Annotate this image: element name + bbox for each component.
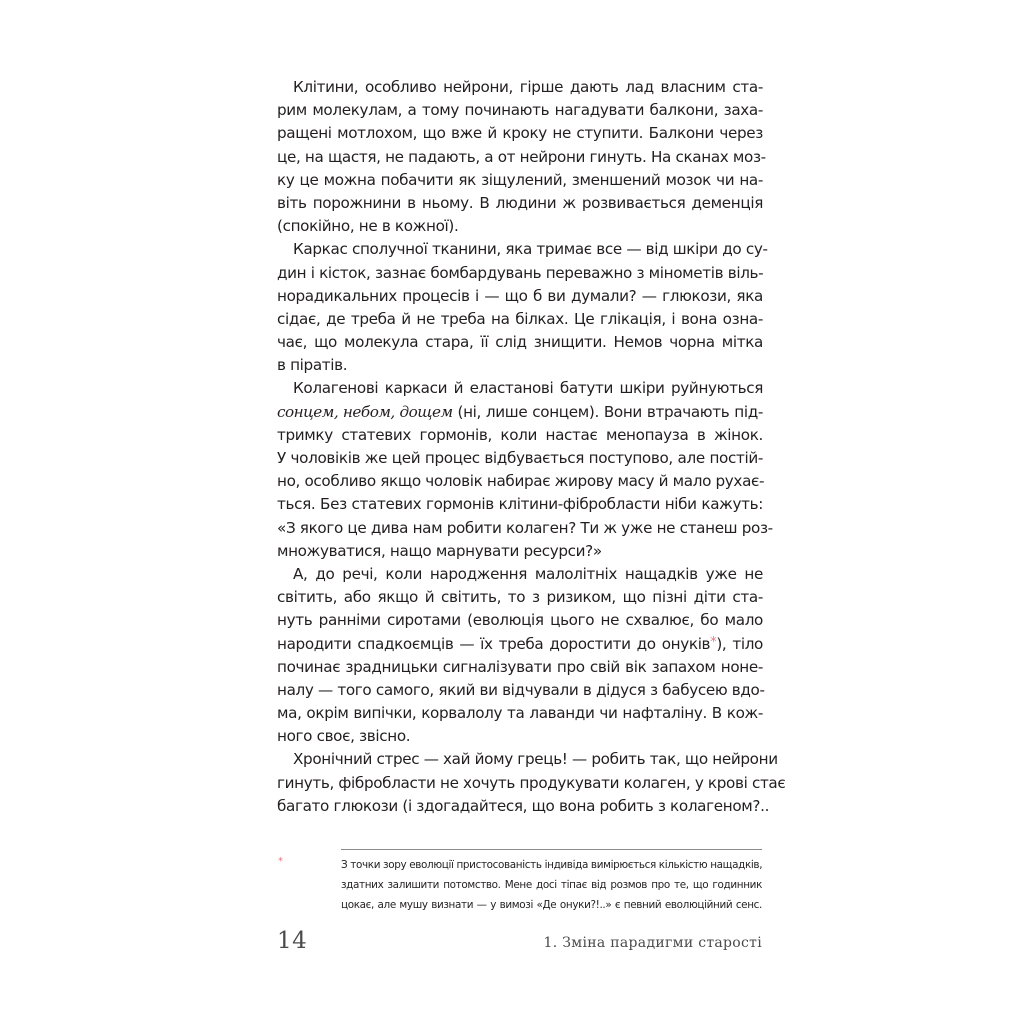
paragraph <box>277 748 786 818</box>
text-line: налу — того самого, який ви відчували в дідуся з бабусею вдо- <box>277 680 765 699</box>
text-line: в піратів. <box>277 356 348 375</box>
paragraph <box>277 76 766 238</box>
text-line: гинуть, фібробласти не хочуть продукувати колаген, у крові стає <box>277 773 786 792</box>
text-line: ться. Без статевих гормонів клітини-фібробласти ніби кажуть: <box>277 495 763 514</box>
text-line: віть порожнини в ньому. В людини ж розвивається деменція <box>277 193 763 212</box>
footnote-asterisk-icon: * <box>278 856 283 867</box>
text-line: «З якого це дива нам робити колаген? Ти ж уже не станеш роз- <box>277 518 773 537</box>
paragraph <box>277 377 773 563</box>
text-line <box>277 401 763 424</box>
running-head: 1. Зміна парадигми старості <box>543 935 762 951</box>
text-line: рим молекулам, а тому починають нагадувати балкони, заха- <box>277 101 763 120</box>
text-line: нуть ранніми сиротами (еволюція цього не схвалює, бо мало <box>277 611 763 630</box>
text-line: норадикальних процесів і — що б ви думали? — глюкози, яка <box>277 286 763 305</box>
text-line: Клітини, особливо нейрони, гірше дають лад власним ста- <box>293 78 763 96</box>
text-fragment: народити спадкоємців — їх треба доростити до онуків <box>277 634 711 653</box>
text-line: Хронічний стрес — хай йому грець! — робить так, що нейрони <box>293 750 778 769</box>
footnote-divider <box>341 849 762 850</box>
text-line: ма, окрім випічки, корвалолу та лаванди чи нафталіну. В кож- <box>277 704 763 723</box>
text-line: ращені мотлохом, що вже й кроку не ступити. Балкони через <box>277 124 763 143</box>
text-line: ного своє, звісно. <box>277 727 411 746</box>
text-line: починає зрадницьки сигналізувати про свій вік запахом ноне- <box>277 657 763 676</box>
text-fragment: (ні, лише сонцем). Вони втрачають під- <box>457 402 763 421</box>
footnote-reference[interactable]: * <box>710 634 717 650</box>
footnote-line: цокає, але мушу визнати — у вимозі «Де онуки?!..» є певний еволюційний сенс. <box>341 899 762 911</box>
text-line <box>277 633 763 656</box>
text-line: дин і кісток, зазнає бомбардувань переважно з мінометів віль- <box>277 263 764 282</box>
text-line: множуватися, нащо марнувати ресурси?» <box>277 541 602 560</box>
footnote-line: З точки зору еволюції пристосованість індивіда вимірюється кількістю нащадків, <box>341 859 763 871</box>
text-line: світить, або якщо й світить, то з ризиком, що пізні діти ста- <box>277 588 763 607</box>
text-line: А, до речі, коли народження малолітніх нащадків уже не <box>293 564 763 583</box>
text-line: Колагенові каркаси й еластанові батути шкіри руйнуються <box>293 379 763 398</box>
text-line: У чоловіків же цей процес відбувається поступово, але постій- <box>277 449 763 467</box>
paragraph <box>277 563 763 749</box>
footnote-line: здатних залишити потомство. Мене досі тіпає від розмов про те, що годинник <box>341 879 762 891</box>
text-line: чає, що молекула стара, її слід знищити. Немов чорна мітка <box>277 333 763 352</box>
text-line: (спокійно, не в кожної). <box>277 217 459 236</box>
text-line: тримку статевих гормонів, коли настає менопауза в жінок. <box>277 425 763 444</box>
body-text <box>277 76 786 818</box>
page-number: 14 <box>277 928 308 954</box>
text-line: це, на щастя, не падають, а от нейрони гинуть. На сканах моз- <box>277 147 766 166</box>
text-line: багато глюкози (і здогадайтеся, що вона робить з колагеном?.. <box>277 796 770 815</box>
text-line: Каркас сполучної тканини, яка тримає все — від шкіри до су- <box>293 240 768 259</box>
italic-phrase: сонцем, небом, дощем <box>277 402 453 421</box>
text-line: но, особливо якщо чоловік набирає жирову масу й мало рухає- <box>277 472 765 491</box>
text-line: ку це можна побачити як зіщулений, зменшений мозок чи на- <box>277 170 763 189</box>
text-line: сідає, де треба й не треба на білках. Це глікація, і вона озна- <box>277 309 763 328</box>
paragraph <box>277 238 768 377</box>
footnote-text <box>341 855 762 915</box>
text-fragment: ), тіло <box>716 634 764 653</box>
